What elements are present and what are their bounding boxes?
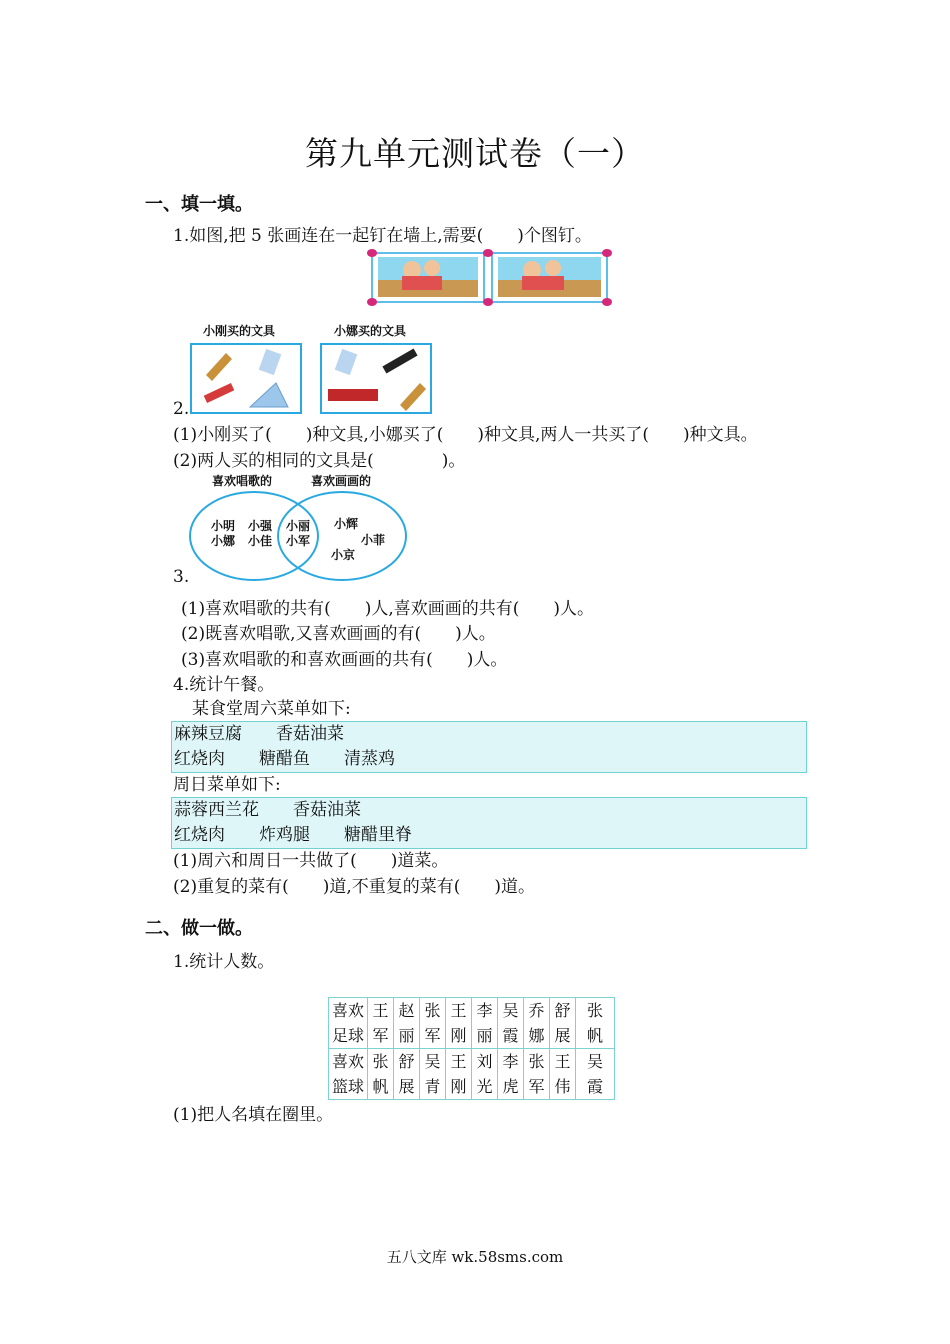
venn-name: 小娜 <box>211 534 236 548</box>
table-cell <box>368 998 394 1049</box>
footer-watermark: 五八文库 wk.58sms.com <box>386 1248 564 1266</box>
cell-text: 吴 霞 <box>502 1001 519 1045</box>
table-row <box>329 998 615 1049</box>
cell-text: 吴 青 <box>424 1052 441 1096</box>
cell-text: 舒 展 <box>398 1052 415 1096</box>
q3-sub3: (3)喜欢唱歌的和喜欢画画的共有( )人。 <box>181 650 508 670</box>
table-cell <box>576 998 615 1049</box>
venn-name: 小佳 <box>248 534 273 548</box>
q4-heading: 4.统计午餐。 <box>173 675 275 695</box>
table-cell <box>446 998 472 1049</box>
q4-intro-sunday: 周日菜单如下: <box>173 775 281 795</box>
q2-sub1: (1)小刚买了( )种文具,小娜买了( )种文具,两人一共买了( )种文具。 <box>173 425 758 445</box>
s2-q1-text: 1.统计人数。 <box>173 952 275 972</box>
saturday-menu-row: 麻辣豆腐 香菇油菜 <box>174 724 344 744</box>
table-cell <box>368 1049 394 1100</box>
table-cell <box>420 998 446 1049</box>
xiaona-stationery-box <box>320 343 432 414</box>
cell-text: 王 军 <box>372 1001 389 1045</box>
table-cell <box>394 1049 420 1100</box>
table-cell <box>524 998 550 1049</box>
cell-text: 张 军 <box>528 1052 545 1096</box>
names-table <box>328 997 615 1100</box>
cell-text: 舒 展 <box>554 1001 571 1045</box>
cell-text: 王 刚 <box>450 1052 467 1096</box>
table-cell <box>498 998 524 1049</box>
xiaogang-stationery-box <box>190 343 302 414</box>
saturday-menu <box>171 721 807 773</box>
saturday-menu-row: 红烧肉 糖醋鱼 清蒸鸡 <box>174 749 395 769</box>
venn-label-drawing: 喜欢画画的 <box>311 474 372 488</box>
sunday-menu-row: 红烧肉 炸鸡腿 糖醋里脊 <box>174 825 412 845</box>
cell-text: 吴 霞 <box>586 1052 603 1096</box>
cell-text: 张 帆 <box>372 1052 389 1096</box>
sunday-menu <box>171 797 807 849</box>
table-cell <box>524 1049 550 1100</box>
q2-number: 2. <box>173 399 190 419</box>
table-cell <box>472 1049 498 1100</box>
page-title: 第九单元测试卷（一） <box>305 134 645 173</box>
table-cell <box>498 1049 524 1100</box>
venn-name: 小明 <box>211 519 236 533</box>
venn-name: 小辉 <box>334 517 359 531</box>
cell-text: 刘 光 <box>476 1052 493 1096</box>
s2-sub1: (1)把人名填在圈里。 <box>173 1105 334 1125</box>
venn-name: 小京 <box>331 548 356 562</box>
cell-text: 喜欢 篮球 <box>331 1052 364 1096</box>
table-cell <box>446 1049 472 1100</box>
q1-text: 1.如图,把 5 张画连在一起钉在墙上,需要( )个图钉。 <box>173 226 592 246</box>
cell-text: 喜欢 足球 <box>331 1001 364 1045</box>
venn-label-singing: 喜欢唱歌的 <box>212 474 273 488</box>
pinned-pictures <box>367 248 615 308</box>
section1-heading: 一、填一填。 <box>145 194 253 215</box>
table-cell <box>420 1049 446 1100</box>
q4-sub2: (2)重复的菜有( )道,不重复的菜有( )道。 <box>173 877 536 897</box>
table-cell <box>472 998 498 1049</box>
table-row <box>329 1049 615 1100</box>
q4-sub1: (1)周六和周日一共做了( )道菜。 <box>173 851 449 871</box>
xiaogang-stationery-icons <box>192 345 300 412</box>
cell-text: 赵 丽 <box>398 1001 415 1045</box>
q3-number: 3. <box>173 567 190 587</box>
q3-sub1: (1)喜欢唱歌的共有( )人,喜欢画画的共有( )人。 <box>181 599 595 619</box>
q3-sub2: (2)既喜欢唱歌,又喜欢画画的有( )人。 <box>181 624 496 644</box>
table-cell <box>394 998 420 1049</box>
venn-name: 小菲 <box>361 533 386 547</box>
pinned-pictures-illustration <box>367 248 615 308</box>
table-header-cell <box>329 998 368 1049</box>
table-cell <box>550 1049 576 1100</box>
label-xiaona: 小娜买的文具 <box>334 324 407 338</box>
label-xiaogang: 小刚买的文具 <box>203 324 276 338</box>
table-header-cell <box>329 1049 368 1100</box>
venn-name: 小军 <box>286 534 311 548</box>
table-cell <box>576 1049 615 1100</box>
sunday-menu-row: 蒜蓉西兰花 香菇油菜 <box>174 800 361 820</box>
q2-sub2: (2)两人买的相同的文具是( )。 <box>173 451 466 471</box>
cell-text: 李 丽 <box>476 1001 493 1045</box>
cell-text: 王 伟 <box>554 1052 571 1096</box>
cell-text: 张 军 <box>424 1001 441 1045</box>
venn-name: 小强 <box>248 519 273 533</box>
cell-text: 李 虎 <box>502 1052 519 1096</box>
cell-text: 乔 娜 <box>528 1001 545 1045</box>
table-cell <box>550 998 576 1049</box>
section2-heading: 二、做一做。 <box>145 918 253 939</box>
q4-intro-saturday: 某食堂周六菜单如下: <box>192 699 351 719</box>
xiaona-stationery-icons <box>322 345 430 412</box>
cell-text: 王 刚 <box>450 1001 467 1045</box>
cell-text: 张 帆 <box>586 1001 603 1045</box>
venn-name: 小丽 <box>286 519 311 533</box>
